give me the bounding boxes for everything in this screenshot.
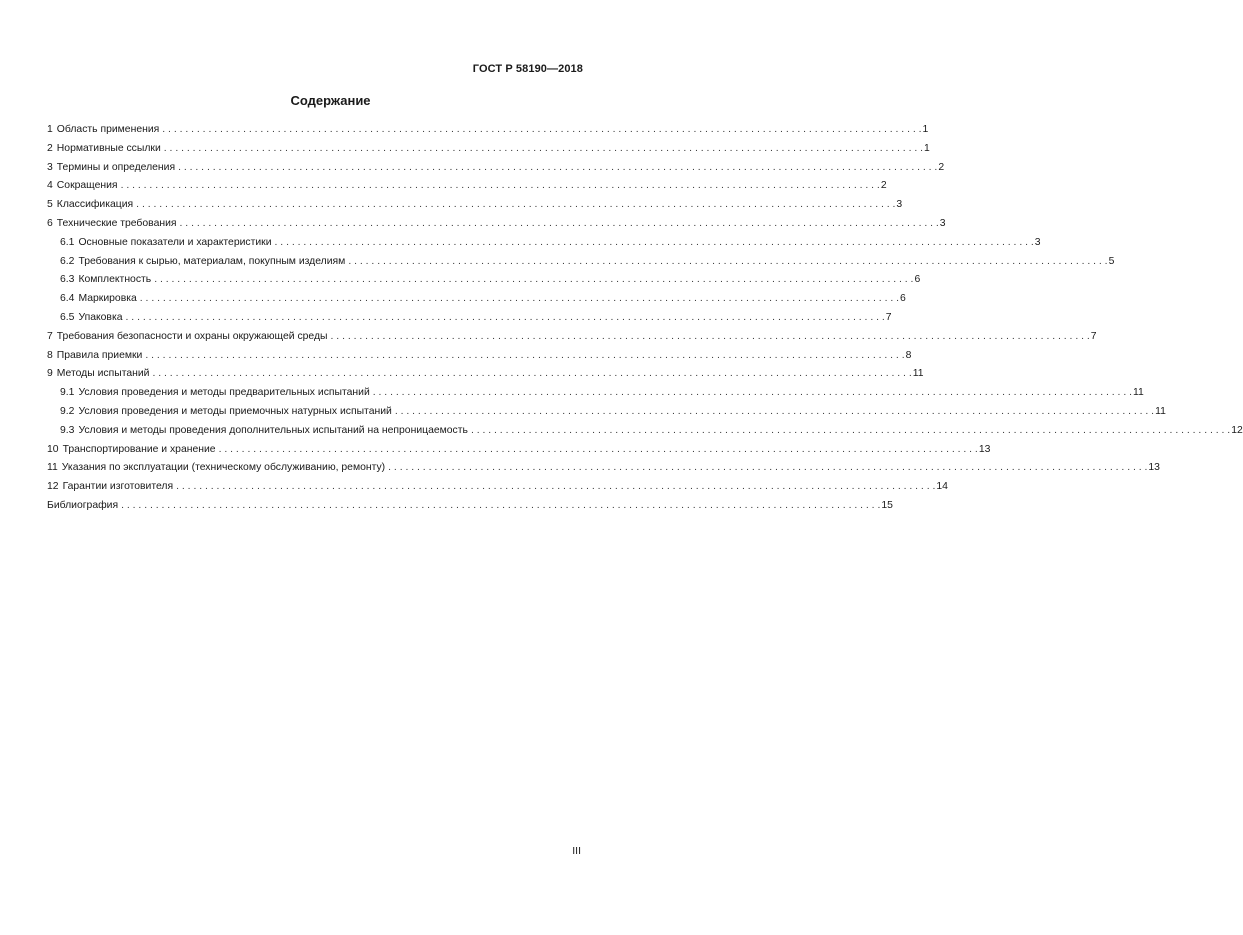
toc-entry-number: 6.4 [60,293,75,305]
toc-entry-title: Технические требования [56,217,177,229]
toc-dot-leader [121,177,880,196]
toc-entry-title: Условия и методы проведения дополнительных испытаний на непроницаемость [78,424,468,436]
toc-entry-title: Указания по эксплуатации (техническому обслуживанию, ремонту) [61,462,386,474]
toc-entry-page: 3 [1034,236,1041,248]
toc-dot-leader [162,121,921,140]
toc-entry-title: Упаковка [78,311,123,323]
toc-entry-page: 6 [914,274,921,286]
toc-entry[interactable] [47,347,912,366]
toc-entry[interactable] [47,253,1115,272]
toc-entry-page: 7 [885,311,892,323]
toc-entry[interactable] [47,121,929,140]
toc-entry-number: 4 [47,180,53,192]
toc-entry[interactable] [47,271,921,290]
toc-entry-title: Транспортирование и хранение [62,443,216,455]
toc-entry-number: 11 [47,462,58,474]
toc-entry-title: Методы испытаний [56,368,150,380]
toc-entry-title: Комплектность [78,274,152,286]
toc-entry[interactable] [47,215,946,234]
toc-dot-leader [471,422,1230,441]
toc-entry-title: Правила приемки [56,349,143,361]
toc-entry-title: Маркировка [78,293,137,305]
toc-entry-title: Нормативные ссылки [56,142,161,154]
toc-entry[interactable] [47,422,1243,441]
toc-entry-number: 3 [47,161,53,173]
toc-entry-page: 14 [936,481,948,493]
toc-entry-page: 15 [881,499,893,511]
toc-entry-page: 3 [939,217,946,229]
toc-entry-page: 3 [896,199,903,211]
toc-entry-page: 13 [1148,462,1160,474]
toc-dot-leader [180,215,939,234]
toc-entry[interactable] [47,478,948,497]
toc-dot-leader [388,459,1147,478]
toc-entry-page: 2 [880,180,887,192]
toc-entry-page: 8 [905,349,912,361]
toc-entry-number: 6.2 [60,255,75,267]
toc-dot-leader [154,271,913,290]
toc-entry-page: 5 [1108,255,1115,267]
toc-entry[interactable] [47,365,924,384]
toc-entry-page: 11 [1155,405,1166,417]
toc-entry[interactable] [47,384,1144,403]
document-code: ГОСТ Р 58190—2018 [472,63,583,75]
toc-entry[interactable] [47,309,892,328]
toc-entry-title: Требования безопасности и охраны окружающей среды [56,330,328,342]
toc-entry-number: 9.1 [60,387,75,399]
toc-entry-title: Классификация [56,199,134,211]
toc-entry-number: 7 [47,330,53,342]
toc-entry-page: 6 [900,293,906,305]
toc-entry[interactable] [47,290,906,309]
toc-title: Содержание [290,93,371,108]
toc-entry-number: 9.3 [60,424,75,436]
toc-dot-leader [178,159,937,178]
toc-entry-number: 12 [47,481,59,493]
toc-entry-number: 6.5 [60,311,75,323]
toc-entry-number: 10 [47,443,59,455]
toc-entry-title: Условия проведения и методы приемочных натурных испытаний [78,405,392,417]
toc-entry-number: 6 [47,217,53,229]
toc-entry-page: 1 [924,142,930,154]
toc-entry[interactable] [47,140,930,159]
toc-entry-title: Основные показатели и характеристики [78,236,272,248]
toc-dot-leader [373,384,1132,403]
toc-entry-title: Условия проведения и методы предварительных испытаний [78,387,370,399]
toc-dot-leader [140,290,899,309]
toc-dot-leader [275,234,1034,253]
toc-entry[interactable] [47,177,887,196]
toc-entry-number: 6.3 [60,274,75,286]
toc-entry[interactable] [47,441,991,460]
toc-dot-leader [136,196,895,215]
toc-dot-leader [331,328,1090,347]
toc-entry-title: Термины и определения [56,161,176,173]
toc-dot-leader [219,441,978,460]
toc-entry[interactable] [47,459,1160,478]
toc-entry[interactable] [47,159,945,178]
table-of-contents [47,121,1243,516]
toc-entry-title: Библиография [47,499,119,511]
toc-dot-leader [126,309,885,328]
toc-entry-title: Сокращения [56,180,118,192]
toc-dot-leader [176,478,935,497]
toc-entry-page: 12 [1231,424,1243,436]
toc-entry-page: 7 [1090,330,1097,342]
toc-entry[interactable] [47,403,1166,422]
toc-dot-leader [395,403,1154,422]
toc-dot-leader [145,347,904,366]
toc-entry-page: 1 [922,124,929,135]
toc-entry-number: 9 [47,368,53,380]
toc-entry[interactable] [47,234,1041,253]
toc-entry-number: 8 [47,349,53,361]
toc-entry-number: 5 [47,199,53,211]
page-number: III [572,845,581,857]
toc-dot-leader [121,497,880,516]
toc-entry-title: Область применения [56,124,160,135]
toc-entry-number: 9.2 [60,405,75,417]
toc-entry-number: 1 [47,124,53,135]
toc-entry[interactable] [47,328,1097,347]
toc-entry-page: 11 [912,368,924,380]
toc-entry-title: Гарантии изготовителя [62,481,174,493]
toc-entry-number: 2 [47,142,53,154]
toc-entry-page: 13 [978,443,991,455]
toc-entry-title: Требования к сырью, материалам, покупным изделиям [78,255,346,267]
toc-dot-leader [164,140,923,159]
toc-dot-leader [348,253,1107,272]
toc-entry-number: 6.1 [60,236,75,248]
toc-entry-page: 2 [938,161,945,173]
toc-dot-leader [152,365,911,384]
toc-entry[interactable] [47,497,893,516]
toc-entry-page: 11 [1133,387,1144,399]
toc-entry[interactable] [47,196,903,215]
